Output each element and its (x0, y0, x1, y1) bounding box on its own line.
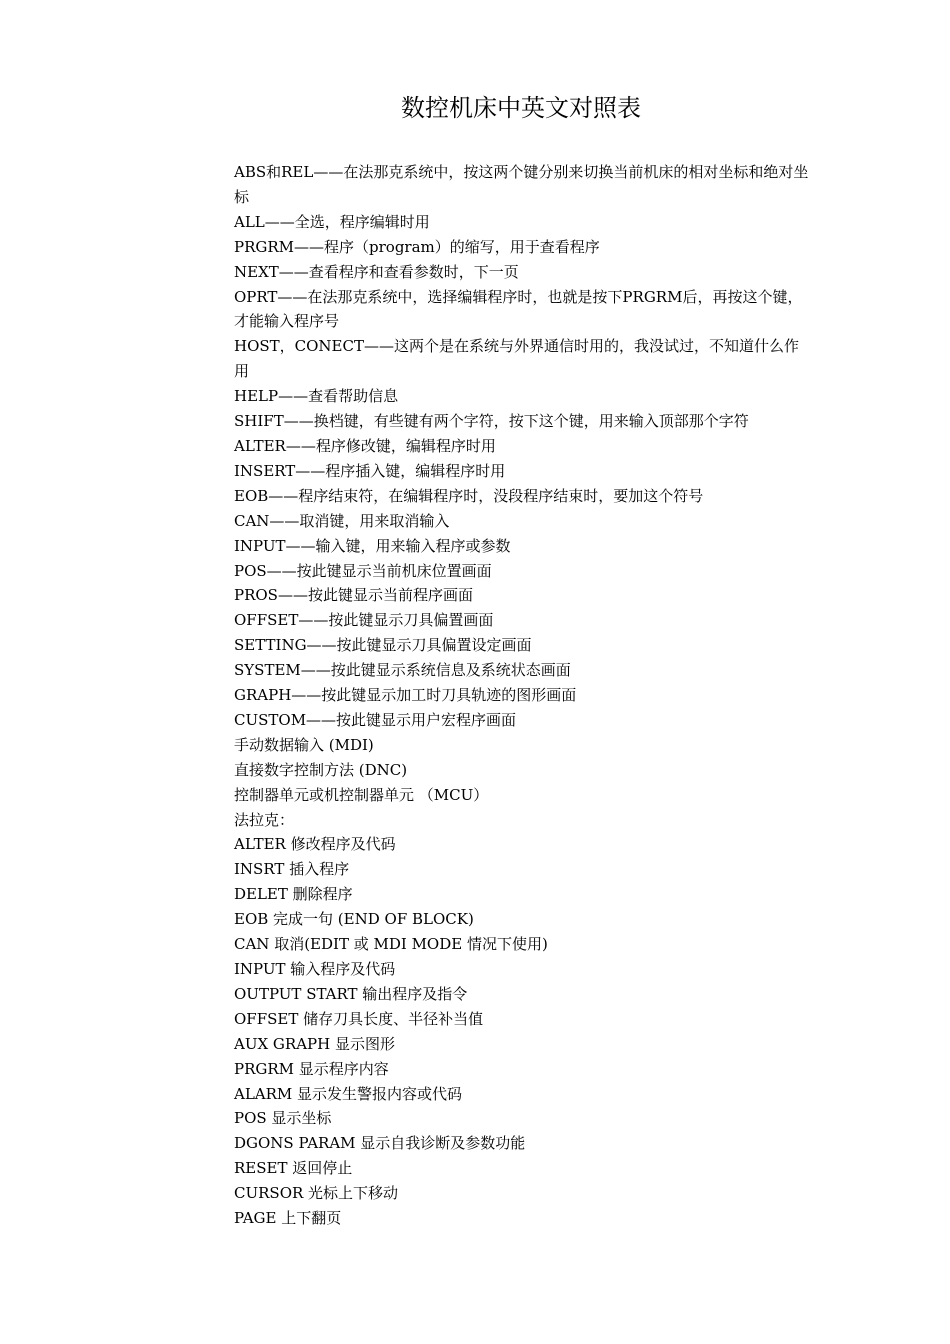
text-line: INSERT——程序插入键，编辑程序时用 (234, 461, 506, 480)
text-line: ABS和REL——在法那克系统中，按这两个键分别来切换当前机床的相对坐标和绝对坐标 (234, 163, 809, 206)
text-line: DELET 删除程序 (234, 885, 353, 904)
text-line: OFFSET——按此键显示刀具偏置画面 (234, 611, 494, 630)
text-line: SHIFT——换档键，有些键有两个字符，按下这个键，用来输入顶部那个字符 (234, 412, 749, 431)
text-line: EOB 完成一句 (END OF BLOCK) (234, 910, 474, 929)
text-line: ALL——全选，程序编辑时用 (234, 212, 430, 231)
document-body (234, 160, 812, 1231)
text-line: ALTER——程序修改键，编辑程序时用 (234, 436, 496, 455)
text-line: PROS——按此键显示当前程序画面 (234, 586, 473, 605)
text-line: SYSTEM——按此键显示系统信息及系统状态画面 (234, 661, 571, 680)
text-line: CAN 取消(EDIT 或 MDI MODE 情况下使用) (234, 935, 548, 954)
text-line: PRGRM——程序（program）的缩写，用于查看程序 (234, 237, 600, 256)
text-line: OFFSET 储存刀具长度、半径补当值 (234, 1009, 484, 1028)
text-line: INSRT 插入程序 (234, 860, 350, 879)
text-line: POS——按此键显示当前机床位置画面 (234, 561, 492, 580)
text-line: EOB——程序结束符，在编辑程序时，没段程序结束时，要加这个符号 (234, 486, 704, 505)
text-line: AUX GRAPH 显示图形 (234, 1034, 395, 1053)
text-line: PRGRM 显示程序内容 (234, 1059, 389, 1078)
text-line: 手动数据输入 (MDI) (234, 735, 374, 754)
text-line: GRAPH——按此键显示加工时刀具轨迹的图形画面 (234, 686, 577, 705)
text-line: 直接数字控制方法 (DNC) (234, 760, 408, 779)
text-line: DGONS PARAM 显示自我诊断及参数功能 (234, 1134, 526, 1153)
text-line: INPUT——输入键，用来输入程序或参数 (234, 536, 511, 555)
text-line: NEXT——查看程序和查看参数时，下一页 (234, 262, 519, 281)
text-line: HELP——查看帮助信息 (234, 387, 399, 406)
text-line: POS 显示坐标 (234, 1109, 332, 1128)
text-line: 法拉克： (234, 810, 295, 829)
text-line: OUTPUT START 输出程序及指令 (234, 984, 468, 1003)
text-line: SETTING——按此键显示刀具偏置设定画面 (234, 636, 532, 655)
text-line: CUSTOM——按此键显示用户宏程序画面 (234, 710, 517, 729)
text-line: CURSOR 光标上下移动 (234, 1184, 399, 1203)
text-line: OPRT——在法那克系统中，选择编辑程序时，也就是按下PRGRM后，再按这个键，才能输入程序号 (234, 287, 803, 331)
text-line: CAN——取消键，用来取消输入 (234, 511, 450, 530)
text-line: HOST，CONECT——这两个是在系统与外界通信时用的，我没试过，不知道什么作用 (234, 337, 799, 381)
text-line: ALARM 显示发生警报内容或代码 (234, 1084, 463, 1103)
text-line: 控制器单元或机控制器单元 （MCU） (234, 785, 489, 804)
text-line: PAGE 上下翻页 (234, 1209, 342, 1228)
document-title: 数控机床中英文对照表 (401, 94, 641, 122)
text-line: ALTER 修改程序及代码 (234, 835, 396, 854)
text-line: INPUT 输入程序及代码 (234, 960, 396, 978)
text-line: RESET 返回停止 (234, 1159, 353, 1178)
